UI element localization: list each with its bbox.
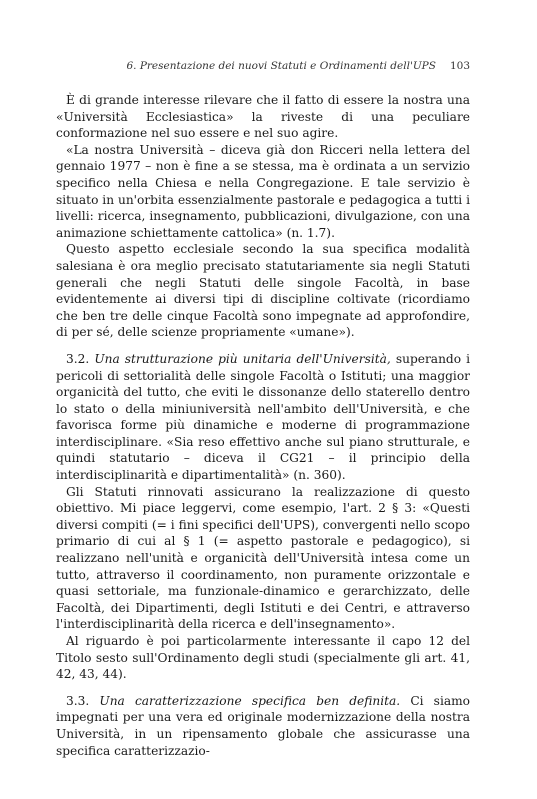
running-header [60,60,470,72]
section-paragraph-3-3 [56,693,470,759]
section-paragraph-3-2 [56,351,470,484]
page-number: 103 [449,60,470,72]
header-title: 6. Presentazione dei nuovi Statuti e Ordinamenti dell'UPS [126,60,436,72]
paragraph: Al riguardo è poi particolarmente interessante il capo 12 del Titolo sesto sull'Ordinamento degli studi (specialmente gli art. 41, 42, 43, 44). [56,634,470,682]
section-title: Una caratterizzazione specifica ben definita. [99,693,401,708]
paragraph: «La nostra Università – diceva già don Ricceri nella lettera del gennaio 1977 – non è fine a se stessa, ma è ordinata a un servizio specifico nella Chiesa e nella Congregazione. E tale servizio è situato in un'orbita essenzialmente pastorale e pedagogica a tutti i livelli: ricerca, insegnamento, pubblicazioni, divulgazione, con una animazione schiettamente cattolica» (n. 1.7). [56,142,470,240]
paragraph: Gli Statuti rinnovati assicurano la realizzazione di questo obiettivo. Mi piace leggervi, come esempio, l'art. 2 § 3: «Questi diversi compiti (= i fini specifici dell'UPS), convergenti nello scopo primario di cui al § 1 (= aspetto pastorale e pedagogico), si realizzano nell'unità e organicità dell'Università intesa come un tutto, attraverso il coordinamento, non puramente orizzontale e quasi settoriale, ma funzionale-dinamico e gerarchizzato, delle Facoltà, dei Dipartimenti, degli Istituti e dei Centri, e attraverso l'interdisciplinarità della ricerca e dell'insegnamento». [56,484,470,632]
body-text [56,92,470,759]
paragraph: È di grande interesse rilevare che il fatto di essere la nostra una «Università Ecclesiastica» la riveste di una peculiare conformazione nel suo essere e nel suo agire. [56,93,470,141]
section-text: Ci siamo impegnati per una vera ed originale modernizzazione della nostra Università, in un ripensamento globale che assicurasse una specifica caratterizzazio- [56,693,470,758]
section-text: superando i pericoli di settorialità delle singole Facoltà o Istituti; una maggior organicità del tutto, che eviti le dissonanze dello staterello dentro lo stato o della miniuniversità nell'ambito dell'Università, e che favorisca forme più dinamiche e moderne di programmazione interdisciplinare. «Sia reso effettivo anche sul piano strutturale, e quindi statutario – diceva il CG21 – il principio della interdisciplinarità e dipartimentalità» (n. 360). [56,351,471,483]
section-number: 3.2. [66,351,90,366]
paragraph: Questo aspetto ecclesiale secondo la sua specifica modalità salesiana è ora meglio precisato statutariamente sia negli Statuti generali che negli Statuti delle singole Facoltà, in base evidentemente ai diversi tipi di discipline coltivate (ricordiamo che ben tre delle cinque Facoltà sono impegnate ad approfondire, di per sé, delle scienze propriamente «umane»). [56,242,470,340]
section-title: Una strutturazione più unitaria dell'Università, [94,351,391,366]
section-number: 3.3. [66,693,90,708]
